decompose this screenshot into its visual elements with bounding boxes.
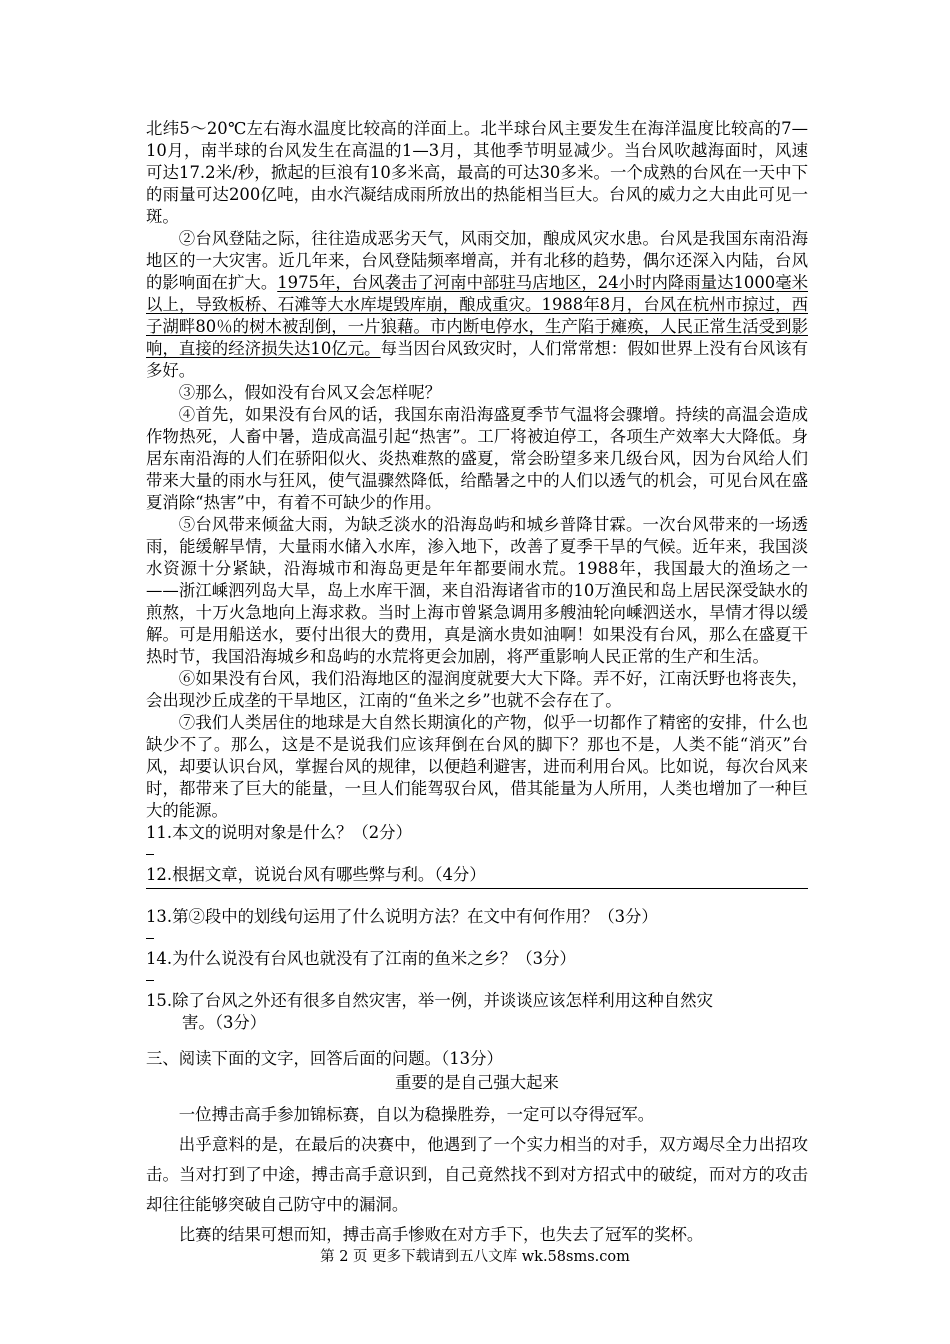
passage-paragraph-3: ③那么，假如没有台风又会怎样呢？	[178, 383, 442, 402]
answer-line-14[interactable]	[146, 970, 808, 990]
question-15-continued: 害。（3分）	[182, 1013, 267, 1032]
article-title: 重要的是自己强大起来	[395, 1073, 559, 1092]
question-15: 15.除了台风之外还有很多自然灾害，举一例，并谈谈应该怎样利用这种自然灾	[146, 991, 713, 1010]
passage-paragraph-4: ④首先，如果没有台风的话，我国东南沿海盛夏季节气温将会骤增。持续的高温会造成作物热死，人畜中暑，造成高温引起“热害”。工厂将被迫停工，各项生产效率大大降低。身居东南沿海的人们在骄阳似火、炎热难熬的盛夏，常会盼望多来几级台风，因为台风给人们带来大量的雨水与狂风，使气温骤然降低，给酷暑之中的人们以透气的机会，可见台风在盛夏消除“热害”中，有着不可缺少的作用。	[146, 405, 808, 512]
article-paragraph-3: 比赛的结果可想而知，搏击高手惨败在对方手下，也失去了冠军的奖杯。	[178, 1225, 704, 1244]
underlined-sentence: 1975年，台风袭击了河南中部驻马店地区，24小时内降雨量达1000毫米以上，导致板桥、石滩等大水库堤毁库崩，酿成重灾。1988年8月，台风在杭州市掠过，西子湖畔80％的树木被刮倒，一片狼藉。市内断电停水，生产陷于瘫痪，人民正常生活受到影响，直接的经济损失达10亿元。	[146, 273, 809, 358]
passage-paragraph-1: 北纬5～20℃左右海水温度比较高的洋面上。北半球台风主要发生在海洋温度比较高的7—10月，南半球的台风发生在高温的1—3月，其他季节明显减少。当台风吹越海面时，风速可达17.2米/秒，掀起的巨浪有10多米高，最高的可达30多米。一个成熟的台风在一天中下的雨量可达200亿吨，由水汽凝结成雨所放出的热能相当巨大。台风的威力之大由此可见一斑。	[146, 119, 808, 226]
article-paragraph-1: 一位搏击高手参加锦标赛，自以为稳操胜券，一定可以夺得冠军。	[178, 1105, 655, 1124]
paragraph-2-tail: 每当因台风致灾时，人们常常想：假如世界上没有台风该有多好。	[146, 339, 809, 380]
question-12: 12.根据文章，说说台风有哪些弊与利。（4分）	[146, 865, 486, 884]
question-14: 14.为什么说没有台风也就没有了江南的鱼米之乡？（3分）	[146, 949, 576, 968]
answer-line-13[interactable]	[146, 928, 808, 948]
paragraph-2-lead: ②台风登陆之际，往往造成恶劣天气，风雨交加，酿成风灾水患。台风是我国东南沿海地区的一大灾害。近几年来，台风登陆频率增高，并有北移的趋势，偶尔还深入内陆，台风的影响面在扩大。	[146, 229, 808, 292]
answer-line-11[interactable]	[146, 844, 808, 864]
document-body	[146, 118, 808, 1250]
passage-paragraph-2	[146, 228, 808, 382]
answer-line-12[interactable]	[146, 886, 808, 906]
section-3-heading: 三、阅读下面的文字，回答后面的问题。（13分）	[146, 1049, 503, 1068]
question-11: 11.本文的说明对象是什么？（2分）	[146, 823, 412, 842]
question-13: 13.第②段中的划线句运用了什么说明方法？在文中有何作用？（3分）	[146, 907, 658, 926]
article-paragraph-2: 出乎意料的是，在最后的决赛中，他遇到了一个实力相当的对手，双方竭尽全力出招攻击。当对打到了中途，搏击高手意识到，自己竟然找不到对方招式中的破绽，而对方的攻击却往往能够突破自己防守中的漏洞。	[146, 1135, 808, 1214]
passage-paragraph-6: ⑥如果没有台风，我们沿海地区的湿润度就要大大下降。弄不好，江南沃野也将丧失，会出现沙丘成垄的干旱地区，江南的“鱼米之乡”也就不会存在了。	[146, 669, 808, 710]
passage-paragraph-7: ⑦我们人类居住的地球是大自然长期演化的产物，似乎一切都作了精密的安排，什么也缺少不了。那么，这是不是说我们应该拜倒在台风的脚下？那也不是，人类不能“消灭”台风，却要认识台风，掌握台风的规律，以便趋利避害，进而利用台风。比如说，每次台风来时，都带来了巨大的能量，一旦人们能驾驭台风，借其能量为人所用，人类也增加了一种巨大的能源。	[146, 713, 808, 820]
page-footer: 第 2 页 更多下载请到五八文库 wk.58sms.com	[320, 1249, 630, 1265]
passage-paragraph-5: ⑤台风带来倾盆大雨，为缺乏淡水的沿海岛屿和城乡普降甘霖。一次台风带来的一场透雨，能缓解旱情，大量雨水储入水库，渗入地下，改善了夏季干旱的气候。近年来，我国淡水资源十分紧缺，沿海城市和海岛更是年年都要闹水荒。1988年，我国最大的渔场之一——浙江嵊泗列岛大旱，岛上水库干涸，来自沿海诸省市的10万渔民和岛上居民深受缺水的煎熬，十万火急地向上海求救。当时上海市曾紧急调用多艘油轮向嵊泗送水，旱情才得以缓解。可是用船送水，要付出很大的费用，真是滴水贵如油啊！如果没有台风，那么在盛夏干热时节，我国沿海城乡和岛屿的水荒将更会加剧，将严重影响人民正常的生产和生活。	[146, 515, 808, 666]
